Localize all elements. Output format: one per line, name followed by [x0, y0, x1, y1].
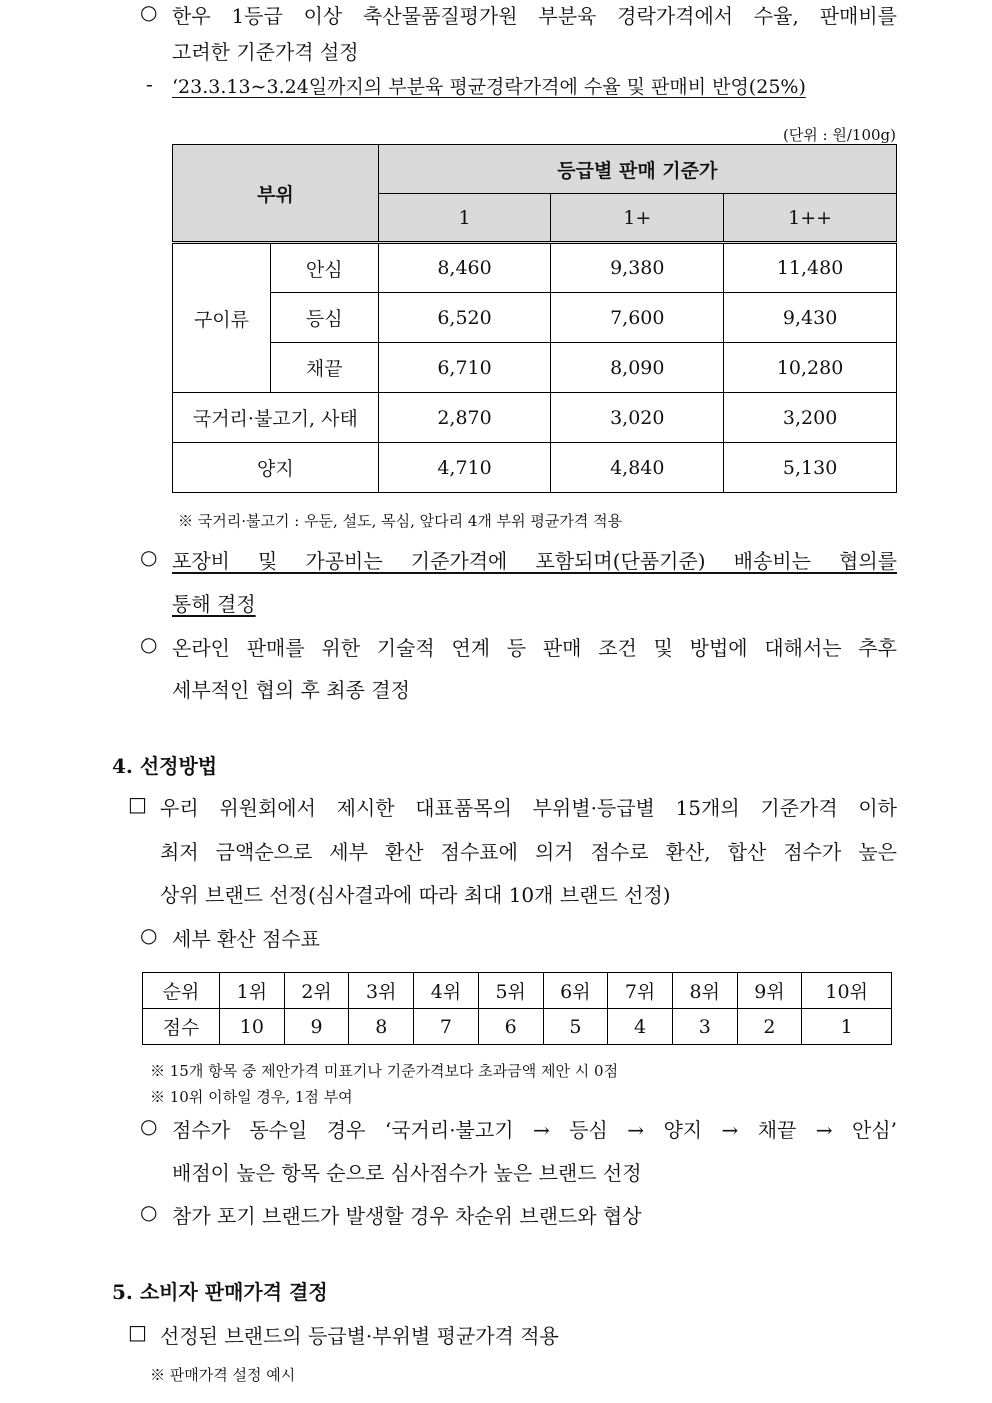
- price-cell: 6,710: [378, 343, 551, 393]
- score-cell: 10: [220, 1009, 285, 1045]
- paragraph-line: 선정된 브랜드의 등급별·부위별 평균가격 적용: [160, 1324, 559, 1348]
- bullet-text-line: 고려한 기준가격 설정: [172, 40, 359, 64]
- bullet-marker: ○: [140, 1200, 158, 1224]
- rank-cell: 10위: [802, 973, 892, 1009]
- score-cell: 9: [284, 1009, 349, 1045]
- price-cell: 8,090: [551, 343, 724, 393]
- bullet-marker: ○: [140, 1114, 158, 1138]
- score-cell: 5: [543, 1009, 608, 1045]
- grade-col-header: 1++: [724, 194, 897, 243]
- rank-cell: 5위: [478, 973, 543, 1009]
- grade-col-header: 1: [378, 194, 551, 243]
- score-note: ※ 15개 항목 중 제안가격 미표기나 기준가격보다 초과금액 제안 시 0점: [150, 1062, 619, 1080]
- rank-cell: 7위: [608, 973, 673, 1009]
- price-cell: 8,460: [378, 243, 551, 293]
- price-cell: 7,600: [551, 293, 724, 343]
- part-header: 부위: [173, 145, 379, 243]
- box-marker: □: [128, 1320, 147, 1344]
- score-table: [142, 972, 892, 1045]
- rank-cell: 1위: [220, 973, 285, 1009]
- price-cell: 9,380: [551, 243, 724, 293]
- paragraph-line: 최저 금액순으로 세부 환산 점수표에 의거 점수로 환산, 합산 점수가 높은: [160, 840, 897, 864]
- dash-marker: -: [146, 72, 153, 96]
- price-cell: 2,870: [378, 393, 551, 443]
- rank-cell: 6위: [543, 973, 608, 1009]
- rank-cell: 8위: [672, 973, 737, 1009]
- bullet-marker: ○: [140, 632, 158, 656]
- paragraph-line: 우리 위원회에서 제시한 대표품목의 부위별·등급별 15개의 기준가격 이하: [160, 796, 897, 820]
- part-label: 등심: [270, 293, 378, 343]
- bullet-text-line: 세부적인 협의 후 최종 결정: [172, 678, 410, 702]
- score-cell: 7: [414, 1009, 479, 1045]
- score-cell: 4: [608, 1009, 673, 1045]
- bullet-text-line: 온라인 판매를 위한 기술적 연계 등 판매 조건 및 방법에 대해서는 추후: [172, 636, 897, 660]
- box-marker: □: [128, 792, 147, 816]
- score-note: ※ 10위 이하일 경우, 1점 부여: [150, 1088, 353, 1106]
- score-cell: 2: [737, 1009, 802, 1045]
- dash-text: ‘23.3.13∼3.24일까지의 부분육 평균경락가격에 수율 및 판매비 반영(25%): [172, 76, 806, 98]
- rank-cell: 3위: [349, 973, 414, 1009]
- rank-cell: 9위: [737, 973, 802, 1009]
- price-cell: 11,480: [724, 243, 897, 293]
- bullet-text-line: 참가 포기 브랜드가 발생할 경우 차순위 브랜드와 협상: [172, 1204, 642, 1228]
- score-cell: 6: [478, 1009, 543, 1045]
- part-label: 안심: [270, 243, 378, 293]
- price-cell: 4,840: [551, 443, 724, 493]
- rank-cell: 4위: [414, 973, 479, 1009]
- price-cell: 3,020: [551, 393, 724, 443]
- group-label: 구이류: [173, 243, 271, 393]
- unit-label: (단위 : 원/100g): [782, 126, 896, 144]
- bullet-marker: ○: [140, 545, 158, 569]
- section-heading: 5. 소비자 판매가격 결정: [112, 1280, 328, 1304]
- bullet-text-line: 포장비 및 가공비는 기준가격에 포함되며(단품기준) 배송비는 협의를: [172, 549, 897, 573]
- part-label: 채끝: [270, 343, 378, 393]
- bullet-marker: ○: [140, 923, 158, 947]
- part-label: 국거리·불고기, 사태: [173, 393, 379, 443]
- section-heading: 4. 선정방법: [112, 754, 218, 778]
- bullet-text-line: 배점이 높은 항목 순으로 심사점수가 높은 브랜드 선정: [172, 1161, 642, 1185]
- bullet-marker: ○: [140, 0, 158, 24]
- price-table: [172, 144, 897, 493]
- price-cell: 10,280: [724, 343, 897, 393]
- score-cell: 1: [802, 1009, 892, 1045]
- grade-header: 등급별 판매 기준가: [378, 145, 896, 194]
- score-label: 점수: [143, 1009, 220, 1045]
- grade-col-header: 1+: [551, 194, 724, 243]
- rank-cell: 2위: [284, 973, 349, 1009]
- price-cell: 3,200: [724, 393, 897, 443]
- example-note: ※ 판매가격 설정 예시: [150, 1366, 296, 1384]
- price-cell: 6,520: [378, 293, 551, 343]
- rank-label: 순위: [143, 973, 220, 1009]
- price-cell: 4,710: [378, 443, 551, 493]
- bullet-text-line: 통해 결정: [172, 592, 256, 616]
- price-cell: 5,130: [724, 443, 897, 493]
- sub-title: 세부 환산 점수표: [172, 927, 320, 951]
- score-cell: 8: [349, 1009, 414, 1045]
- table-note: ※ 국거리·불고기 : 우둔, 설도, 목심, 앞다리 4개 부위 평균가격 적용: [178, 512, 623, 530]
- bullet-text-line: 점수가 동수일 경우 ‘국거리·불고기 → 등심 → 양지 → 채끝 → 안심’: [172, 1118, 897, 1142]
- paragraph-line: 상위 브랜드 선정(심사결과에 따라 최대 10개 브랜드 선정): [160, 883, 671, 907]
- part-label: 양지: [173, 443, 379, 493]
- bullet-text-line: 한우 1등급 이상 축산물품질평가원 부분육 경락가격에서 수율, 판매비를: [172, 4, 897, 28]
- price-cell: 9,430: [724, 293, 897, 343]
- score-cell: 3: [672, 1009, 737, 1045]
